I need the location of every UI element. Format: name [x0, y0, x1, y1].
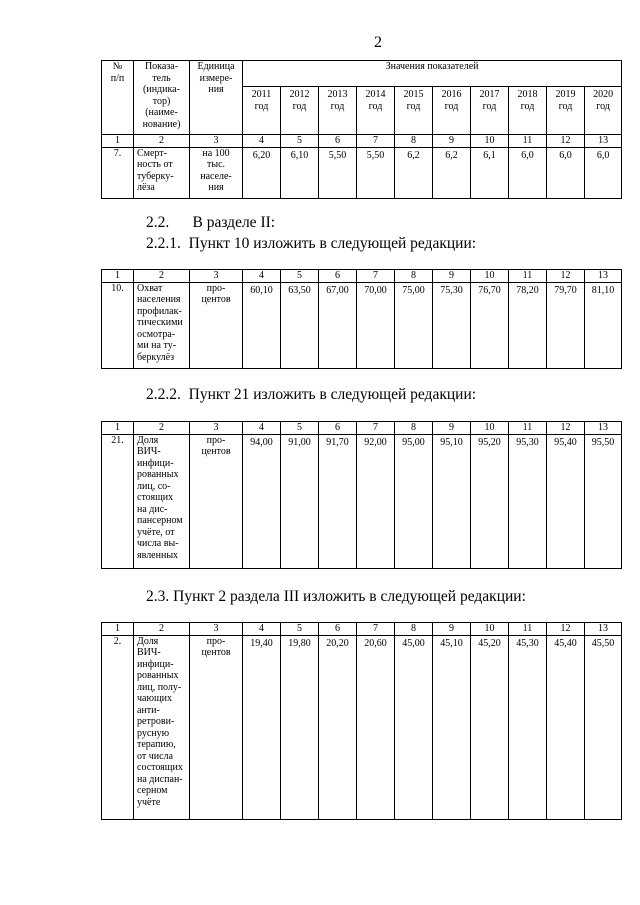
- value-cell: 45,50: [585, 635, 622, 819]
- column-number: 9: [433, 422, 471, 435]
- column-numbers-row: [102, 422, 622, 435]
- column-number: 10: [471, 135, 509, 148]
- header-indicator: Показа- тель (индика- тор) (наиме- нование): [134, 61, 190, 135]
- column-number: 2: [134, 270, 190, 283]
- value-cell: 6,2: [433, 147, 471, 198]
- column-number: 6: [319, 270, 357, 283]
- header-unit: Единица измере- ния: [190, 61, 243, 135]
- year-header: 2015 год: [395, 87, 433, 135]
- year-header: 2020 год: [585, 87, 622, 135]
- column-number: 7: [357, 135, 395, 148]
- column-number: 9: [433, 623, 471, 636]
- value-cell: 19,80: [281, 635, 319, 819]
- section-2-3: 2.3. Пункт 2 раздела III изложить в следующей редакции:: [146, 588, 526, 605]
- row-unit: на 100 тыс. населе- ния: [190, 147, 243, 198]
- column-number: 12: [547, 270, 585, 283]
- column-number: 4: [243, 135, 281, 148]
- column-number: 9: [433, 270, 471, 283]
- table-row: [102, 282, 622, 368]
- column-number: 6: [319, 135, 357, 148]
- year-header: 2019 год: [547, 87, 585, 135]
- value-cell: 5,50: [357, 147, 395, 198]
- column-number: 8: [395, 270, 433, 283]
- value-cell: 20,20: [319, 635, 357, 819]
- header-num: № п/п: [102, 61, 134, 135]
- year-header: 2012 год: [281, 87, 319, 135]
- value-cell: 78,20: [509, 282, 547, 368]
- row-num: 21.: [102, 434, 134, 568]
- value-cell: 94,00: [243, 434, 281, 568]
- column-number: 12: [547, 623, 585, 636]
- column-numbers-row: [102, 135, 622, 148]
- column-number: 3: [190, 422, 243, 435]
- value-cell: 76,70: [471, 282, 509, 368]
- value-cell: 6,20: [243, 147, 281, 198]
- column-numbers-row: [102, 270, 622, 283]
- value-cell: 6,1: [471, 147, 509, 198]
- row-num: 7.: [102, 147, 134, 198]
- column-number: 1: [102, 270, 134, 283]
- row-name: Доля ВИЧ- инфици- рованных лиц, полу- чающих анти- ретрови- русную терапию, от числа состоящих на диспан- серном учёте: [134, 635, 190, 819]
- year-header: 2016 год: [433, 87, 471, 135]
- column-number: 9: [433, 135, 471, 148]
- column-number: 7: [357, 623, 395, 636]
- value-cell: 60,10: [243, 282, 281, 368]
- column-number: 5: [281, 270, 319, 283]
- column-number: 8: [395, 135, 433, 148]
- column-number: 10: [471, 270, 509, 283]
- table-item-21: [101, 421, 622, 569]
- value-cell: 75,30: [433, 282, 471, 368]
- value-cell: 95,40: [547, 434, 585, 568]
- column-number: 6: [319, 422, 357, 435]
- value-cell: 95,00: [395, 434, 433, 568]
- value-cell: 5,50: [319, 147, 357, 198]
- value-cell: 20,60: [357, 635, 395, 819]
- value-cell: 45,10: [433, 635, 471, 819]
- value-cell: 19,40: [243, 635, 281, 819]
- row-name: Охват населения профилак- тическими осмотра- ми на ту- беркулёз: [134, 282, 190, 368]
- value-cell: 45,30: [509, 635, 547, 819]
- value-cell: 6,0: [547, 147, 585, 198]
- value-cell: 81,10: [585, 282, 622, 368]
- header-values-title: Значения показателей: [243, 61, 622, 87]
- column-number: 7: [357, 422, 395, 435]
- column-number: 1: [102, 623, 134, 636]
- year-header: 2014 год: [357, 87, 395, 135]
- row-num: 2.: [102, 635, 134, 819]
- value-cell: 91,70: [319, 434, 357, 568]
- row-unit: про- центов: [190, 635, 243, 819]
- year-header: 2018 год: [509, 87, 547, 135]
- column-number: 11: [509, 135, 547, 148]
- value-cell: 95,10: [433, 434, 471, 568]
- value-cell: 95,20: [471, 434, 509, 568]
- column-number: 2: [134, 623, 190, 636]
- column-number: 1: [102, 422, 134, 435]
- column-number: 6: [319, 623, 357, 636]
- page-number: 2: [374, 34, 382, 51]
- value-cell: 45,20: [471, 635, 509, 819]
- value-cell: 6,10: [281, 147, 319, 198]
- column-number: 11: [509, 422, 547, 435]
- section-2-2: 2.2. В разделе II:: [146, 214, 276, 231]
- section-2-2-1: 2.2.1. Пункт 10 изложить в следующей редакции:: [146, 235, 477, 252]
- value-cell: 6,0: [509, 147, 547, 198]
- column-number: 10: [471, 623, 509, 636]
- column-number: 11: [509, 270, 547, 283]
- column-number: 3: [190, 623, 243, 636]
- column-number: 5: [281, 135, 319, 148]
- value-cell: 92,00: [357, 434, 395, 568]
- column-number: 4: [243, 270, 281, 283]
- column-numbers-row: [102, 623, 622, 636]
- row-unit: про- центов: [190, 434, 243, 568]
- value-cell: 6,0: [585, 147, 622, 198]
- value-cell: 45,00: [395, 635, 433, 819]
- column-number: 8: [395, 623, 433, 636]
- value-cell: 95,50: [585, 434, 622, 568]
- value-cell: 75,00: [395, 282, 433, 368]
- row-num: 10.: [102, 282, 134, 368]
- value-cell: 45,40: [547, 635, 585, 819]
- table-row: [102, 147, 622, 198]
- column-number: 3: [190, 270, 243, 283]
- table-item-10: [101, 269, 622, 369]
- row-unit: про- центов: [190, 282, 243, 368]
- indicator-table-header: [101, 60, 622, 199]
- table-row: [102, 635, 622, 819]
- column-number: 13: [585, 270, 622, 283]
- column-number: 2: [134, 422, 190, 435]
- column-number: 5: [281, 422, 319, 435]
- value-cell: 95,30: [509, 434, 547, 568]
- column-number: 10: [471, 422, 509, 435]
- value-cell: 91,00: [281, 434, 319, 568]
- column-number: 5: [281, 623, 319, 636]
- value-cell: 63,50: [281, 282, 319, 368]
- value-cell: 79,70: [547, 282, 585, 368]
- value-cell: 67,00: [319, 282, 357, 368]
- row-name: Доля ВИЧ- инфици- рованных лиц, со- стоящих на дис- пансерном учёте, от числа вы- явленных: [134, 434, 190, 568]
- column-number: 11: [509, 623, 547, 636]
- column-number: 4: [243, 623, 281, 636]
- column-number: 8: [395, 422, 433, 435]
- column-number: 2: [134, 135, 190, 148]
- column-number: 13: [585, 135, 622, 148]
- row-name: Смерт- ность от туберку- лёза: [134, 147, 190, 198]
- column-number: 4: [243, 422, 281, 435]
- year-header: 2011 год: [243, 87, 281, 135]
- table-row: [102, 434, 622, 568]
- value-cell: 6,2: [395, 147, 433, 198]
- column-number: 12: [547, 422, 585, 435]
- column-number: 12: [547, 135, 585, 148]
- column-number: 13: [585, 422, 622, 435]
- section-2-2-2: 2.2.2. Пункт 21 изложить в следующей редакции:: [146, 386, 477, 403]
- year-header: 2013 год: [319, 87, 357, 135]
- column-number: 13: [585, 623, 622, 636]
- value-cell: 70,00: [357, 282, 395, 368]
- column-number: 1: [102, 135, 134, 148]
- column-number: 3: [190, 135, 243, 148]
- column-number: 7: [357, 270, 395, 283]
- table-section-3-item-2: [101, 622, 622, 820]
- year-header: 2017 год: [471, 87, 509, 135]
